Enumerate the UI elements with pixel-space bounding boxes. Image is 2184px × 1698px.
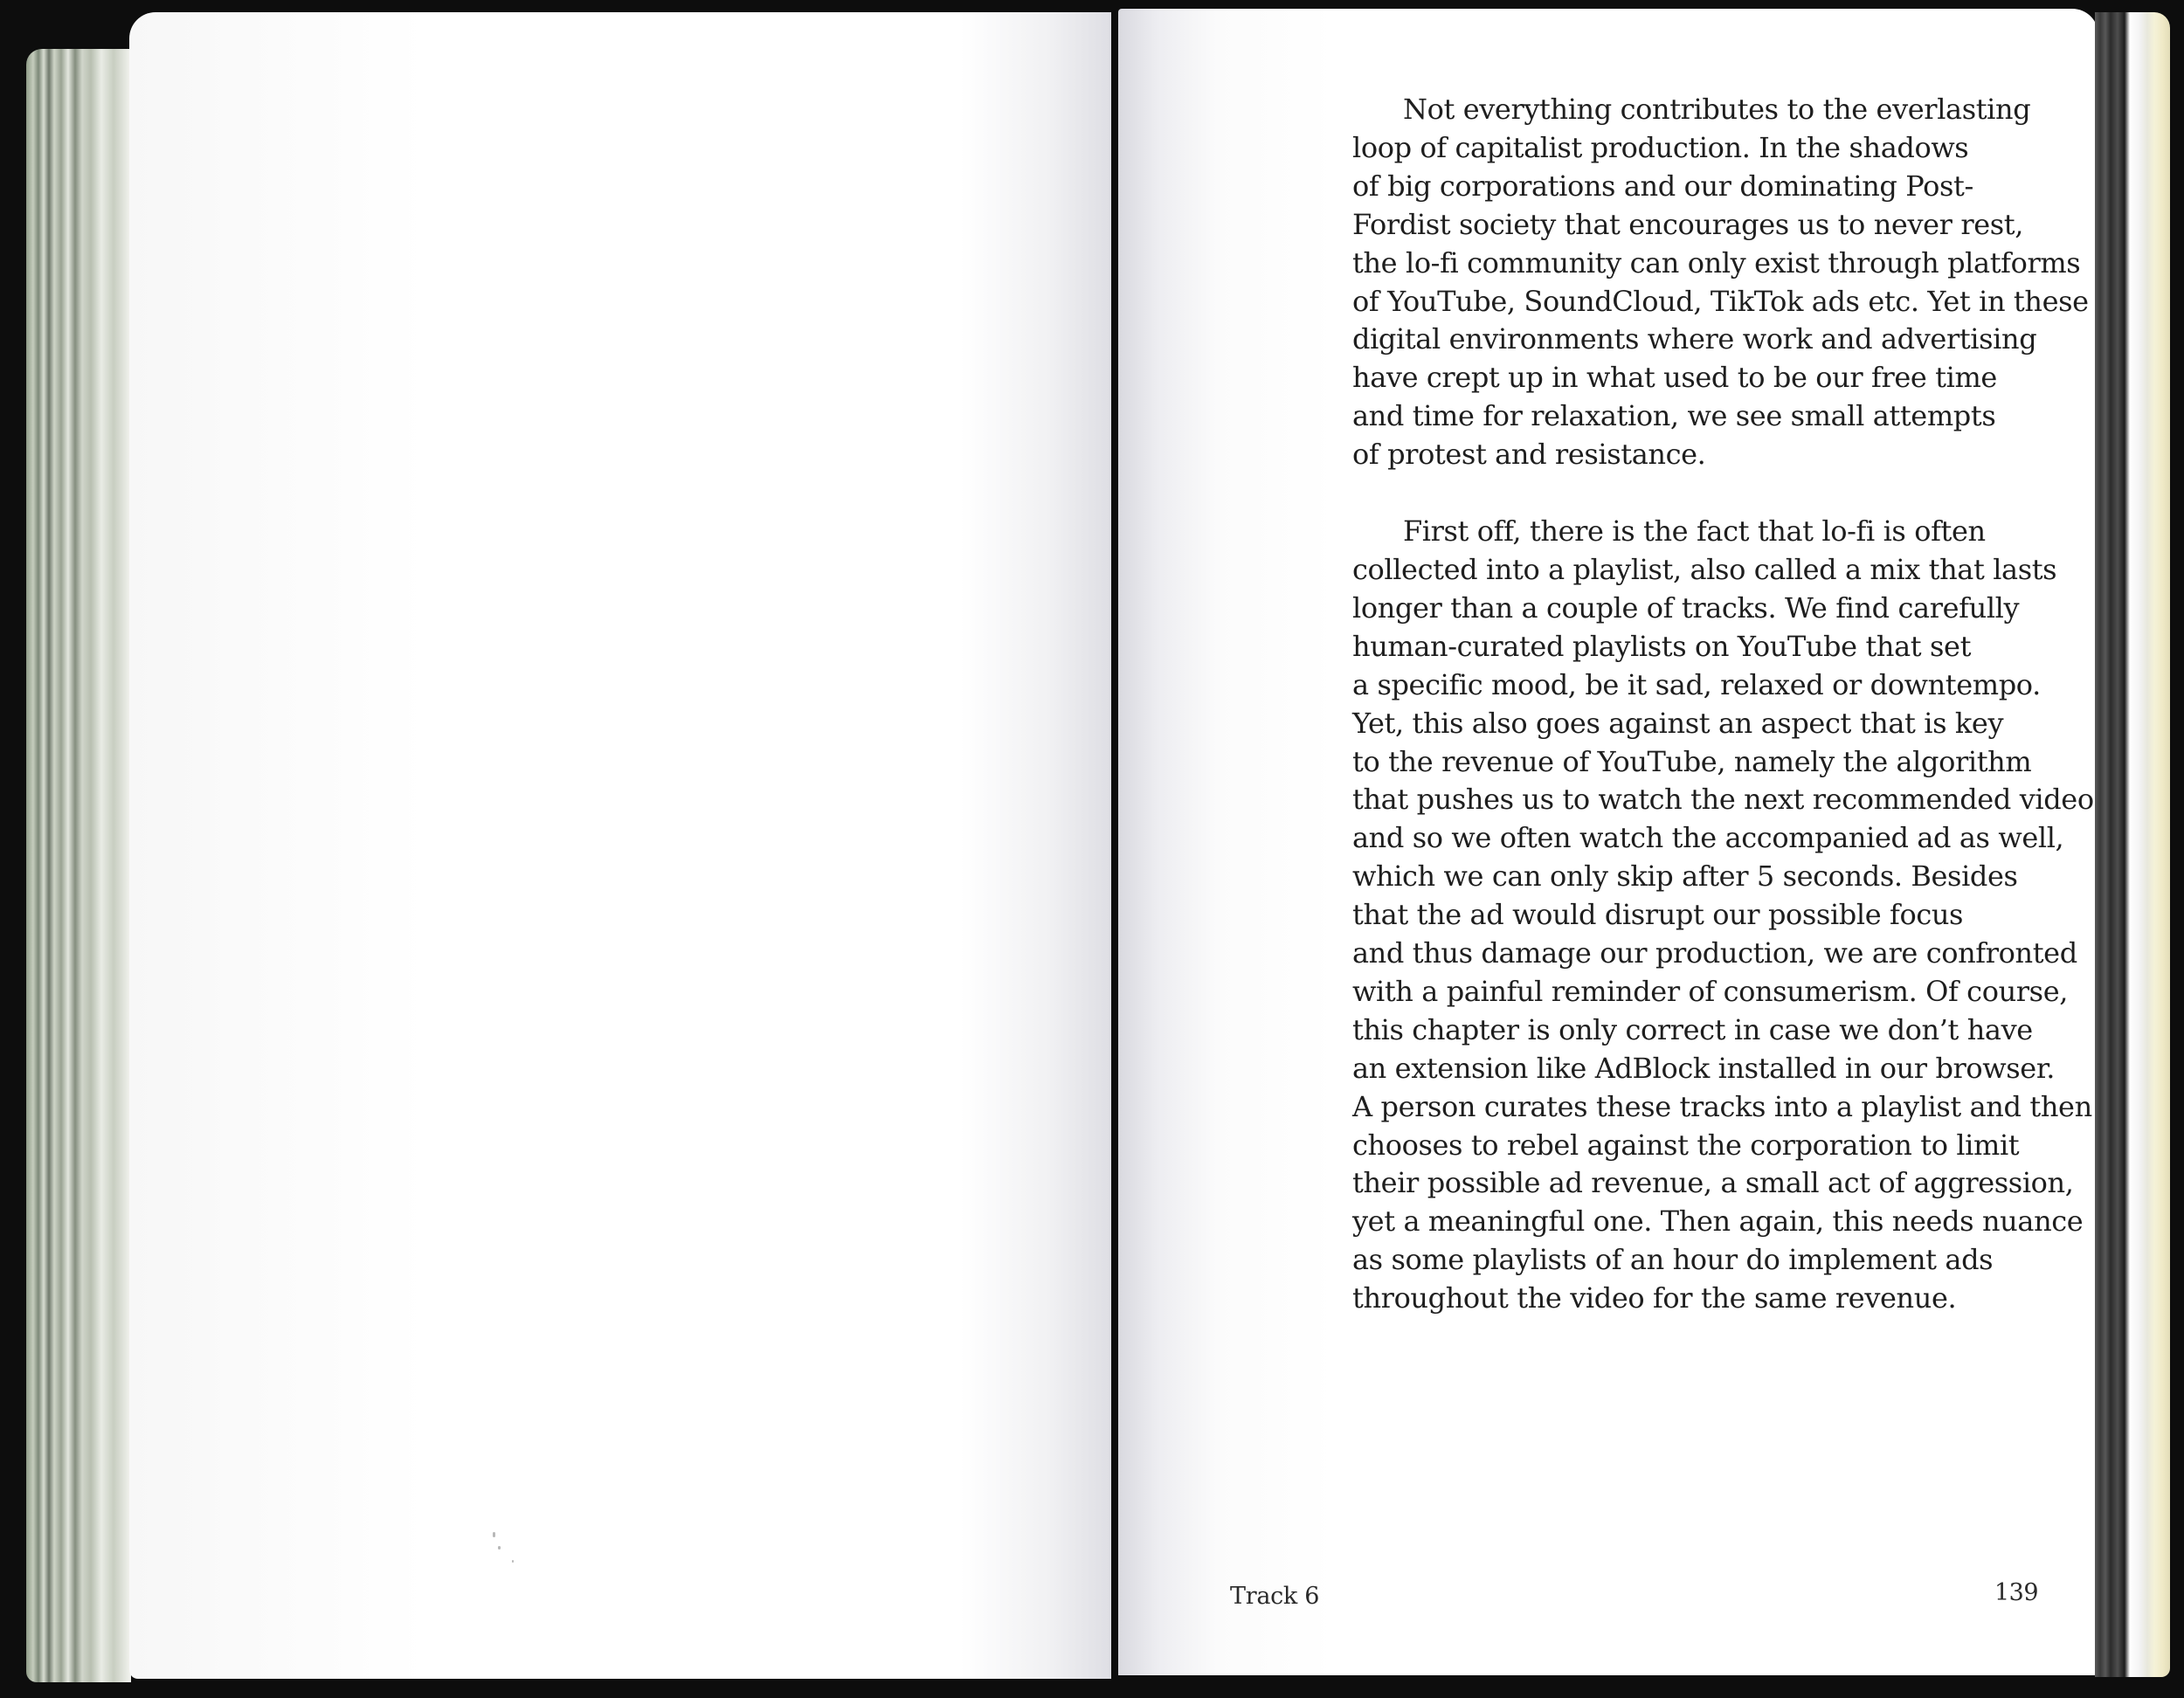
text-line: Yet, this also goes against an aspect that is key bbox=[1352, 706, 2004, 740]
text-line: which we can only skip after 5 seconds. Besides bbox=[1352, 859, 2018, 894]
paragraph-1 bbox=[1352, 91, 2089, 474]
text-line: longer than a couple of tracks. We find carefully bbox=[1352, 590, 2020, 625]
left-page-edges bbox=[26, 49, 131, 1682]
right-page-edges bbox=[2095, 12, 2170, 1677]
text-line: have crept up in what used to be our free time bbox=[1352, 361, 1997, 395]
text-line: of big corporations and our dominating Post- bbox=[1352, 169, 1973, 203]
text-line: and so we often watch the accompanied ad as well, bbox=[1352, 821, 2064, 855]
left-page-blank bbox=[129, 12, 1118, 1679]
paragraph-2 bbox=[1352, 513, 2094, 1318]
paper-speck bbox=[512, 1560, 514, 1563]
text-line: yet a meaningful one. Then again, this needs nuance bbox=[1352, 1204, 2084, 1239]
text-line: and thus damage our production, we are confronted bbox=[1352, 936, 2077, 970]
running-head: Track 6 bbox=[1230, 1583, 1320, 1610]
text-line: the lo-fi community can only exist through platforms bbox=[1352, 245, 2081, 280]
text-line: A person curates these tracks into a playlist and then bbox=[1352, 1089, 2092, 1123]
text-line: First off, there is the fact that lo-fi is often bbox=[1403, 514, 1986, 549]
paper-speck bbox=[498, 1546, 501, 1550]
text-line: and time for relaxation, we see small attempts bbox=[1352, 399, 1996, 433]
text-line: chooses to rebel against the corporation to limit bbox=[1352, 1128, 2020, 1162]
text-line: throughout the video for the same revenue. bbox=[1352, 1281, 1957, 1315]
text-line: their possible ad revenue, a small act of aggression, bbox=[1352, 1166, 2074, 1200]
text-line: collected into a playlist, also called a mix that lasts bbox=[1352, 552, 2057, 586]
text-line: Not everything contributes to the everlasting bbox=[1403, 93, 2031, 126]
body-text bbox=[1352, 91, 2094, 1318]
text-line: an extension like AdBlock installed in our browser. bbox=[1352, 1051, 2055, 1085]
text-line: human-curated playlists on YouTube that set bbox=[1352, 629, 1972, 663]
text-line: Fordist society that encourages us to never rest, bbox=[1352, 207, 2024, 241]
text-line: that the ad would disrupt our possible focus bbox=[1352, 898, 1964, 932]
text-line: to the revenue of YouTube, namely the algorithm bbox=[1352, 744, 2032, 778]
text-line: with a painful reminder of consumerism. Of course, bbox=[1352, 974, 2069, 1008]
paper-speck bbox=[493, 1532, 495, 1537]
text-line: of protest and resistance. bbox=[1352, 438, 1706, 472]
text-line: of YouTube, SoundCloud, TikTok ads etc. Yet in these bbox=[1352, 284, 2089, 318]
text-line: this chapter is only correct in case we don’t have bbox=[1352, 1012, 2033, 1046]
text-line: loop of capitalist production. In the shadows bbox=[1352, 130, 1969, 164]
page-number: 139 bbox=[1994, 1579, 2039, 1606]
text-line: digital environments where work and advertising bbox=[1352, 322, 2037, 356]
text-line: as some playlists of an hour do implement ads bbox=[1352, 1243, 1994, 1277]
text-line: that pushes us to watch the next recommended video bbox=[1352, 783, 2094, 817]
text-line: a specific mood, be it sad, relaxed or downtempo. bbox=[1352, 667, 2041, 701]
paragraph-gap bbox=[1352, 474, 2034, 513]
